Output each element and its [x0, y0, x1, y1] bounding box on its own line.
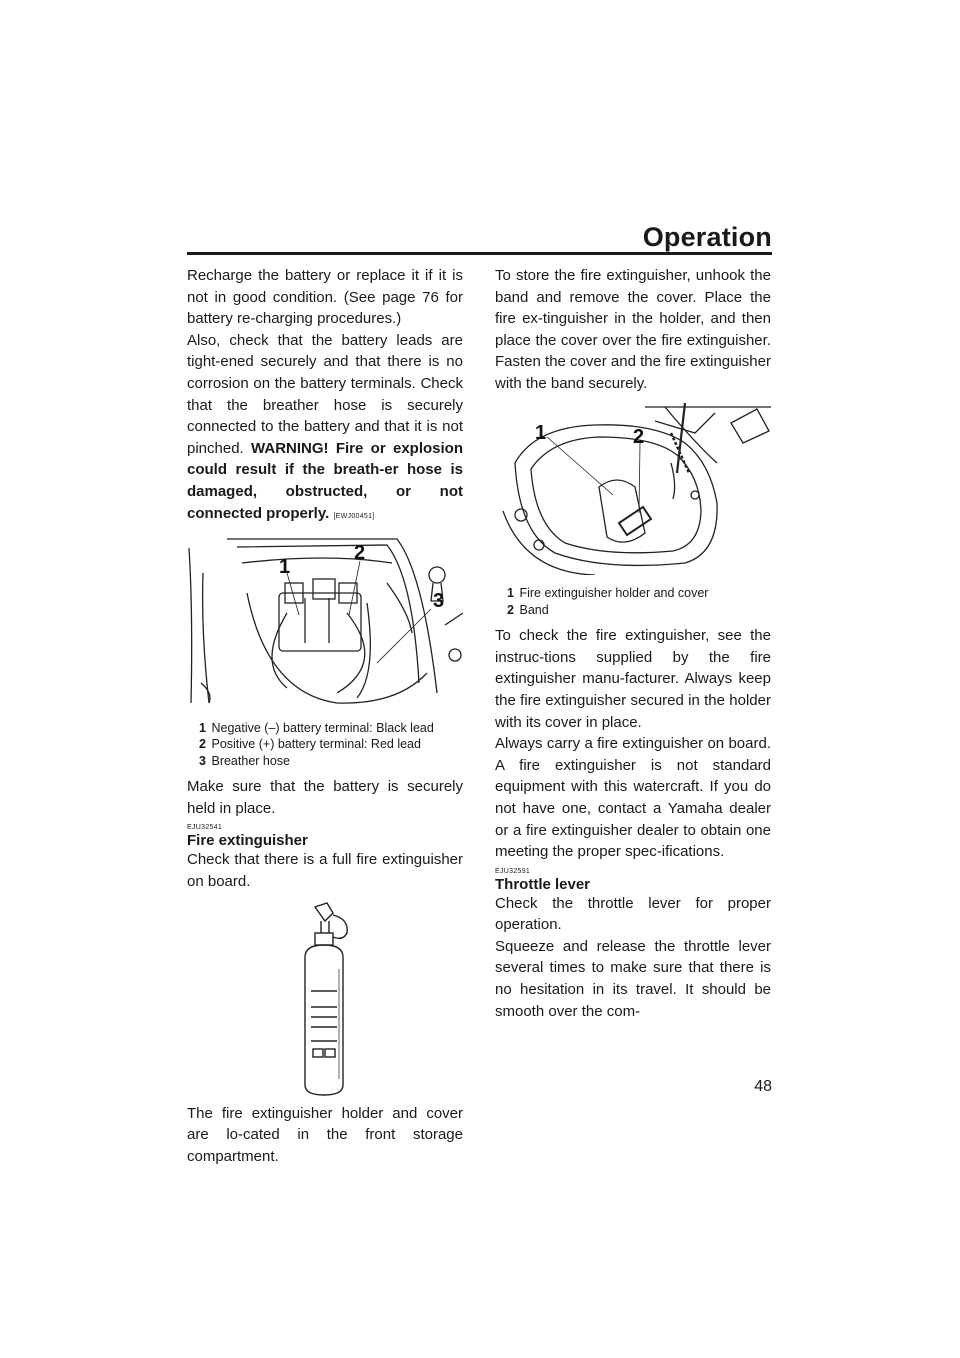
caption-item: 3 Breather hose: [199, 753, 291, 768]
callout-1: 1: [535, 421, 547, 444]
paragraph: The fire extinguisher holder and cover are lo-cated in the front storage compartment.: [187, 1104, 463, 1165]
section-heading: Throttle lever: [495, 875, 591, 893]
warning-text: WARNING! Fire or explosion could result if the breath-er hose is damaged, obstructed, or not connected properly.: [187, 439, 464, 522]
extinguisher-illustration: [187, 899, 463, 1099]
battery-illustration: [187, 533, 463, 709]
holder-illustration: [495, 403, 771, 575]
section-heading: Fire extinguisher: [187, 832, 308, 850]
caption-item: 2 Positive (+) battery terminal: Red lead: [199, 737, 421, 752]
warning-code: [EWJ00451]: [333, 512, 375, 520]
extinguisher-figure: [187, 899, 463, 1099]
left-column: [187, 265, 463, 1167]
figure-caption: [495, 585, 771, 618]
caption-item: 1 Negative (–) battery terminal: Black lead: [199, 720, 434, 735]
callout-2: 2: [633, 425, 645, 448]
page-title: Operation: [642, 222, 772, 252]
paragraph: Squeeze and release the throttle lever several times to make sure that there is no hesitation in its travel. It should be smooth over the com-: [495, 937, 771, 1020]
figure-caption: [187, 720, 463, 770]
paragraph: To store the fire extinguisher, unhook the band and remove the cover. Place the fire ex-tinguisher in the holder, and then place the cover over the fire extinguisher. Fasten the cover and the fire extinguisher with the band securely.: [495, 267, 771, 392]
paragraph-text: Also, check that the battery leads are tight-ened securely and that there is no corrosion on the battery terminals. Check that the breather hose is securely connected to the battery and that it is not pinched.: [187, 331, 463, 457]
section-id: EJU32591: [495, 867, 531, 875]
holder-figure: [495, 403, 771, 582]
callout-1: 1: [279, 556, 291, 579]
paragraph: Always carry a fire extinguisher on board. A fire extinguisher is not standard equipment with this watercraft. If you do not have one, contact a Yamaha dealer or a fire extinguisher dealer to obtain one meeting the proper spec-ifications.: [495, 735, 771, 861]
page-number: 48: [754, 1078, 772, 1095]
section-id: EJU32541: [187, 824, 223, 832]
callout-2: 2: [354, 542, 366, 565]
paragraph: To check the fire extinguisher, see the instruc-tions supplied by the fire extinguisher manu-facturer. Always keep the fire extinguisher secured in the holder with its cover in place.: [495, 627, 771, 731]
paragraph: [187, 330, 463, 527]
paragraph: Make sure that the battery is securely held in place.: [187, 778, 463, 817]
callout-3: 3: [433, 590, 445, 613]
caption-item: 2 Band: [507, 602, 549, 617]
paragraph: Recharge the battery or replace it if it is not in good condition. (See page 76 for battery re-charging procedures.): [187, 267, 463, 328]
title-rule: [187, 252, 772, 255]
paragraph: Check the throttle lever for proper operation.: [495, 894, 771, 934]
caption-item: 1 Fire extinguisher holder and cover: [507, 586, 709, 601]
right-column: [495, 265, 771, 1022]
paragraph: Check that there is a full fire extinguisher on board.: [187, 851, 463, 890]
battery-figure: [187, 533, 463, 716]
